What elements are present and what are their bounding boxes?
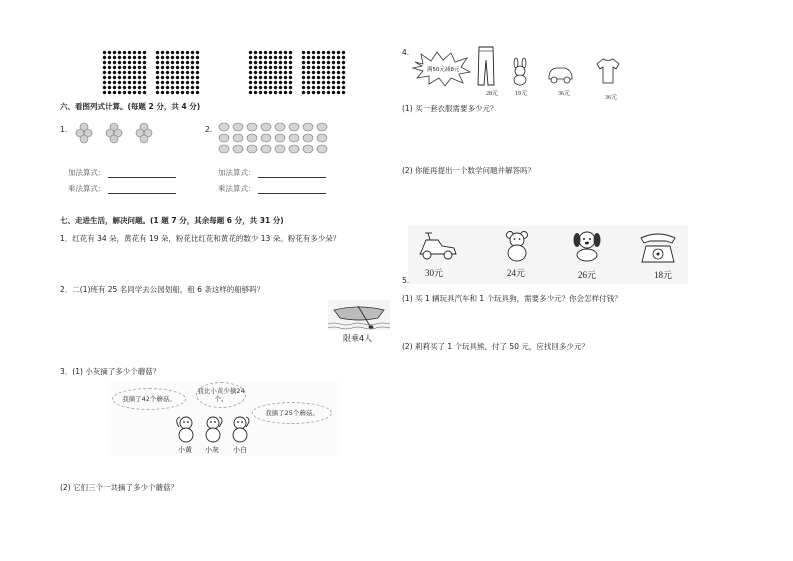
speech-bubble-2: 我比小黄少摘24个。 bbox=[196, 382, 246, 408]
q2-add-line bbox=[218, 167, 326, 178]
section7-q1: 1．红花有 34 朵，黄花有 19 朵，粉花比红花和黄花的数少 13 朵。粉花有多少朵？ bbox=[60, 234, 341, 243]
flower-group-icon-2 bbox=[218, 121, 333, 155]
toy-car-icon bbox=[418, 230, 458, 262]
q1-add-answer-blank[interactable] bbox=[108, 169, 176, 178]
dot-grid-3 bbox=[248, 50, 293, 95]
dot-grid-1 bbox=[102, 50, 147, 95]
squirrel-icon-1 bbox=[174, 415, 198, 443]
q4-sub1: (1) 买一套衣服需要多少元？ bbox=[402, 104, 498, 113]
q4-price-1: 28元 bbox=[486, 91, 499, 97]
q1-mul-label: 乘法算式： bbox=[68, 184, 106, 193]
name-label-3: 小白 bbox=[233, 446, 247, 454]
tshirt-icon bbox=[596, 58, 620, 84]
q1-add-label: 加法算式： bbox=[68, 168, 106, 177]
q2-number: 2. bbox=[205, 125, 213, 134]
section7-q2: 2．二(1)班有 25 名同学去公园划船，租 6 条这样的船够吗？ bbox=[60, 285, 265, 294]
q1-number: 1. bbox=[60, 125, 68, 134]
q4-sub2: (2) 你能再提出一个数学问题并解答吗？ bbox=[402, 166, 536, 175]
section6-title: 六、看图列式计算。(每题 2 分，共 4 分) bbox=[60, 102, 201, 111]
promo-text: 满50元减8元 bbox=[427, 67, 460, 73]
speech-bubble-3: 我摘了25个蘑菇。 bbox=[252, 402, 332, 424]
q2-mul-line bbox=[218, 183, 326, 194]
squirrel-icon-3 bbox=[228, 415, 252, 443]
section7-title: 七、走进生活，解决问题。(1 题 7 分，其余每题 6 分，共 31 分) bbox=[60, 216, 284, 225]
q5-price-4: 18元 bbox=[654, 270, 673, 280]
dot-grid-4 bbox=[301, 50, 346, 95]
q2-mul-label: 乘法算式： bbox=[218, 184, 256, 193]
q1-mul-answer-blank[interactable] bbox=[108, 185, 176, 194]
section7-q3-2: (2) 它们三个一共摘了多少个蘑菇？ bbox=[60, 483, 179, 492]
speech-bubble-1: 我摘了42个蘑菇。 bbox=[112, 388, 186, 410]
jeans-icon bbox=[477, 46, 495, 86]
q2-mul-answer-blank[interactable] bbox=[258, 185, 326, 194]
q5-price-3: 26元 bbox=[578, 270, 597, 280]
q5-sub2: (2) 莉莉买了 1 个玩具熊，付了 50 元，应找回多少元？ bbox=[402, 342, 589, 351]
toy-phone-icon bbox=[638, 232, 678, 264]
toy-dog-icon bbox=[570, 230, 604, 262]
q2-add-label: 加法算式： bbox=[218, 168, 256, 177]
section7-q3-1: 3．(1) 小灰摘了多少个蘑菇？ bbox=[60, 367, 161, 376]
q4-price-2: 19元 bbox=[515, 91, 528, 97]
toy-car-icon-small bbox=[547, 64, 573, 84]
q1-add-line bbox=[68, 167, 176, 178]
q5-price-2: 24元 bbox=[507, 268, 526, 278]
boat-caption: 限乘4人 bbox=[343, 334, 373, 343]
name-label-1: 小黄 bbox=[178, 446, 192, 454]
toy-bear-icon bbox=[502, 230, 532, 262]
fruit-group-icon-1 bbox=[76, 121, 156, 147]
q5-sub1: (1) 买 1 辆玩具汽车和 1 个玩具狗，需要多少元？你会怎样付钱？ bbox=[402, 294, 622, 303]
squirrel-icon-2 bbox=[201, 415, 225, 443]
q4-price-3: 36元 bbox=[558, 91, 571, 97]
q5-price-1: 30元 bbox=[425, 268, 444, 278]
rabbit-toy-icon bbox=[510, 58, 530, 86]
q5-number: 5. bbox=[402, 276, 410, 285]
q4-price-4: 36元 bbox=[605, 95, 618, 101]
q4-number: 4. bbox=[402, 48, 410, 57]
name-label-2: 小灰 bbox=[205, 446, 219, 454]
boat-icon bbox=[328, 300, 390, 330]
dot-grid-2 bbox=[155, 50, 200, 95]
q2-add-answer-blank[interactable] bbox=[258, 169, 326, 178]
q1-mul-line bbox=[68, 183, 176, 194]
